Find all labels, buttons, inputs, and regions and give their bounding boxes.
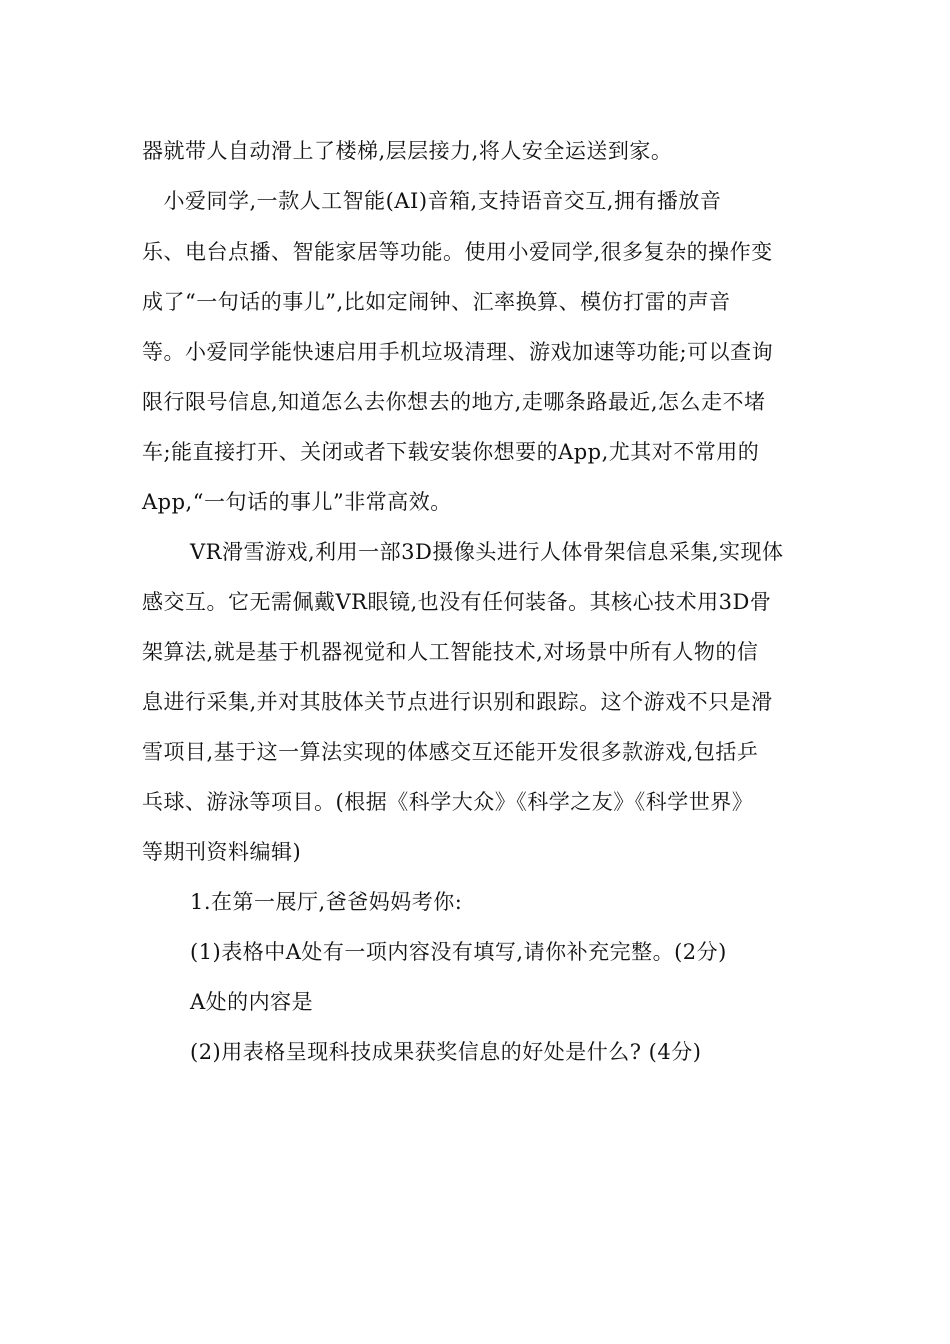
text-line: 乐、电台点播、智能家居等功能。使用小爱同学,很多复杂的操作变	[142, 240, 773, 264]
text-line: 等。小爱同学能快速启用手机垃圾清理、游戏加速等功能;可以查询	[142, 340, 774, 364]
text-line: 等期刊资料编辑)	[142, 840, 302, 864]
text-line: 架算法,就是基于机器视觉和人工智能技术,对场景中所有人物的信	[142, 640, 759, 664]
text-line: VR滑雪游戏,利用一部3D摄像头进行人体骨架信息采集,实现体	[190, 540, 784, 564]
text-line: 限行限号信息,知道怎么去你想去的地方,走哪条路最近,怎么走不堵	[142, 390, 766, 414]
answer-prompt: A处的内容是	[190, 990, 314, 1014]
text-line: 息进行采集,并对其肢体关节点进行识别和跟踪。这个游戏不只是滑	[142, 690, 773, 714]
question-heading: 1.在第一展厅,爸爸妈妈考你:	[190, 890, 463, 914]
text-line: 车;能直接打开、关闭或者下载安装你想要的App,尤其对不常用的	[142, 440, 760, 464]
text-line: 器就带人自动滑上了楼梯,层层接力,将人安全运送到家。	[142, 139, 673, 163]
text-line: 小爱同学,一款人工智能(AI)音箱,支持语音交互,拥有播放音	[142, 189, 722, 213]
question-item: (1)表格中A处有一项内容没有填写,请你补充完整。(2分)	[190, 940, 727, 964]
text-line: 雪项目,基于这一算法实现的体感交互还能开发很多款游戏,包括乒	[142, 740, 759, 764]
text-line: 乓球、游泳等项目。(根据《科学大众》《科学之友》《科学世界》	[142, 790, 754, 814]
text-line: App,“一句话的事儿”非常高效。	[142, 490, 452, 514]
text-line: 成了“一句话的事儿”,比如定闹钟、汇率换算、模仿打雷的声音	[142, 290, 731, 314]
question-item: (2)用表格呈现科技成果获奖信息的好处是什么? (4分)	[190, 1040, 702, 1064]
text-line: 感交互。它无需佩戴VR眼镜,也没有任何装备。其核心技术用3D骨	[142, 590, 772, 614]
